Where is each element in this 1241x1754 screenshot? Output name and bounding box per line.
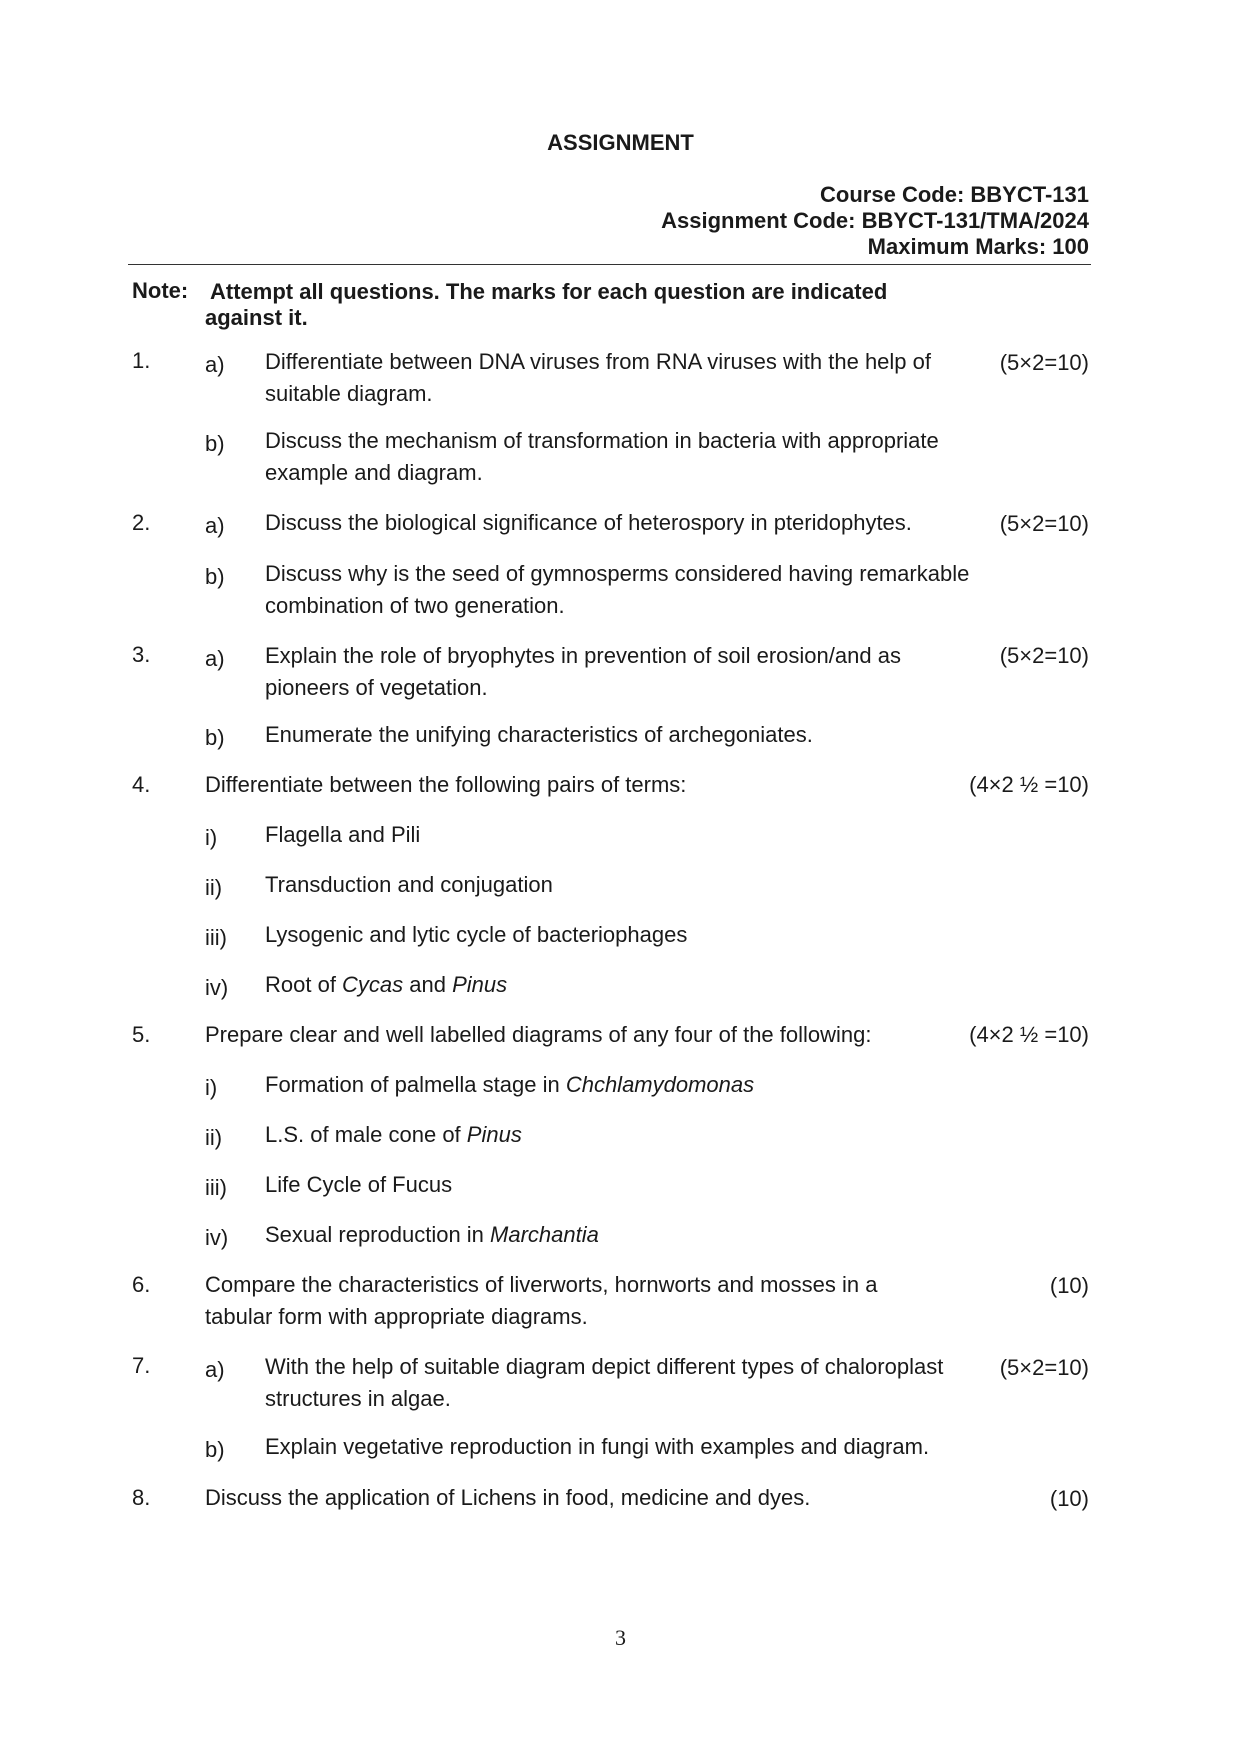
note-text-line1: Attempt all questions. The marks for each question are indicated: [210, 279, 888, 304]
list-item: Sexual reproduction in Marchantia: [265, 1222, 599, 1247]
marks-label: (5×2=10): [999, 1355, 1089, 1380]
sub-label: iii): [205, 925, 227, 950]
page-title: ASSIGNMENT: [547, 130, 694, 155]
marks-label: (5×2=10): [999, 643, 1089, 668]
sub-label: iv): [205, 975, 229, 1000]
sub-label: b): [205, 1437, 225, 1462]
sub-label: a): [205, 352, 225, 377]
marks-label: (4×2 ½ =10): [969, 772, 1089, 797]
question-number: 4.: [132, 772, 151, 797]
list-item: Formation of palmella stage in Chchlamydomonas: [265, 1072, 755, 1097]
marks-label: (5×2=10): [999, 350, 1089, 375]
maximum-marks: Maximum Marks: 100: [867, 234, 1089, 259]
question-text: Enumerate the unifying characteristics of archegoniates.: [265, 722, 813, 747]
question-number: 6.: [132, 1272, 151, 1297]
sub-label: i): [205, 825, 218, 850]
assignment-code: Assignment Code: BBYCT-131/TMA/2024: [661, 208, 1089, 233]
question-number: 8.: [132, 1485, 151, 1510]
question-number: 7.: [132, 1353, 151, 1378]
sub-label: b): [205, 564, 225, 589]
sub-label: b): [205, 725, 225, 750]
sub-label: ii): [205, 875, 223, 900]
sub-label: a): [205, 646, 225, 671]
list-item: L.S. of male cone of Pinus: [265, 1122, 522, 1147]
list-item: Root of Cycas and Pinus: [265, 972, 508, 997]
question-text: Discuss the biological significance of heterospory in pteridophytes.: [265, 510, 912, 535]
question-number: 5.: [132, 1022, 151, 1047]
question-text: Differentiate between the following pairs of terms:: [205, 772, 687, 797]
note-text-line2: against it.: [205, 305, 308, 330]
sub-label: iv): [205, 1225, 229, 1250]
question-number: 1.: [132, 348, 151, 373]
question-text: With the help of suitable diagram depict different types of chaloroplast structures in algae.: [265, 1354, 944, 1411]
list-item: Life Cycle of Fucus: [265, 1172, 453, 1197]
sub-label: a): [205, 1357, 225, 1382]
question-text: Explain the role of bryophytes in prevention of soil erosion/and as pioneers of vegetation.: [265, 643, 901, 700]
page-number: 3: [615, 1625, 626, 1650]
list-item: Flagella and Pili: [265, 822, 421, 847]
question-number: 3.: [132, 642, 151, 667]
marks-label: (4×2 ½ =10): [969, 1022, 1089, 1047]
question-text: Differentiate between DNA viruses from RNA viruses with the help of suitable diagram.: [265, 349, 932, 406]
sub-label: b): [205, 431, 225, 456]
question-number: 2.: [132, 510, 151, 535]
question-text: Discuss the mechanism of transformation in bacteria with appropriate example and diagram.: [265, 428, 939, 485]
course-code: Course Code: BBYCT-131: [820, 182, 1089, 207]
sub-label: i): [205, 1075, 218, 1100]
question-text: Compare the characteristics of liverworts, hornworts and mosses in a tabular form with appropriate diagrams.: [205, 1272, 878, 1329]
marks-label: (5×2=10): [999, 511, 1089, 536]
question-text: Discuss the application of Lichens in food, medicine and dyes.: [205, 1485, 811, 1510]
list-item: Lysogenic and lytic cycle of bacteriophages: [265, 922, 688, 947]
marks-label: (10): [1049, 1273, 1089, 1298]
note-label: Note:: [132, 278, 189, 303]
question-text: Explain vegetative reproduction in fungi with examples and diagram.: [265, 1434, 930, 1459]
question-text: Prepare clear and well labelled diagrams of any four of the following:: [205, 1022, 872, 1047]
sub-label: iii): [205, 1175, 227, 1200]
question-text: Discuss why is the seed of gymnosperms considered having remarkable combination of two generation.: [265, 561, 970, 618]
header-divider: [128, 264, 1091, 265]
sub-label: a): [205, 513, 225, 538]
sub-label: ii): [205, 1125, 223, 1150]
marks-label: (10): [1049, 1486, 1089, 1511]
list-item: Transduction and conjugation: [265, 872, 553, 897]
